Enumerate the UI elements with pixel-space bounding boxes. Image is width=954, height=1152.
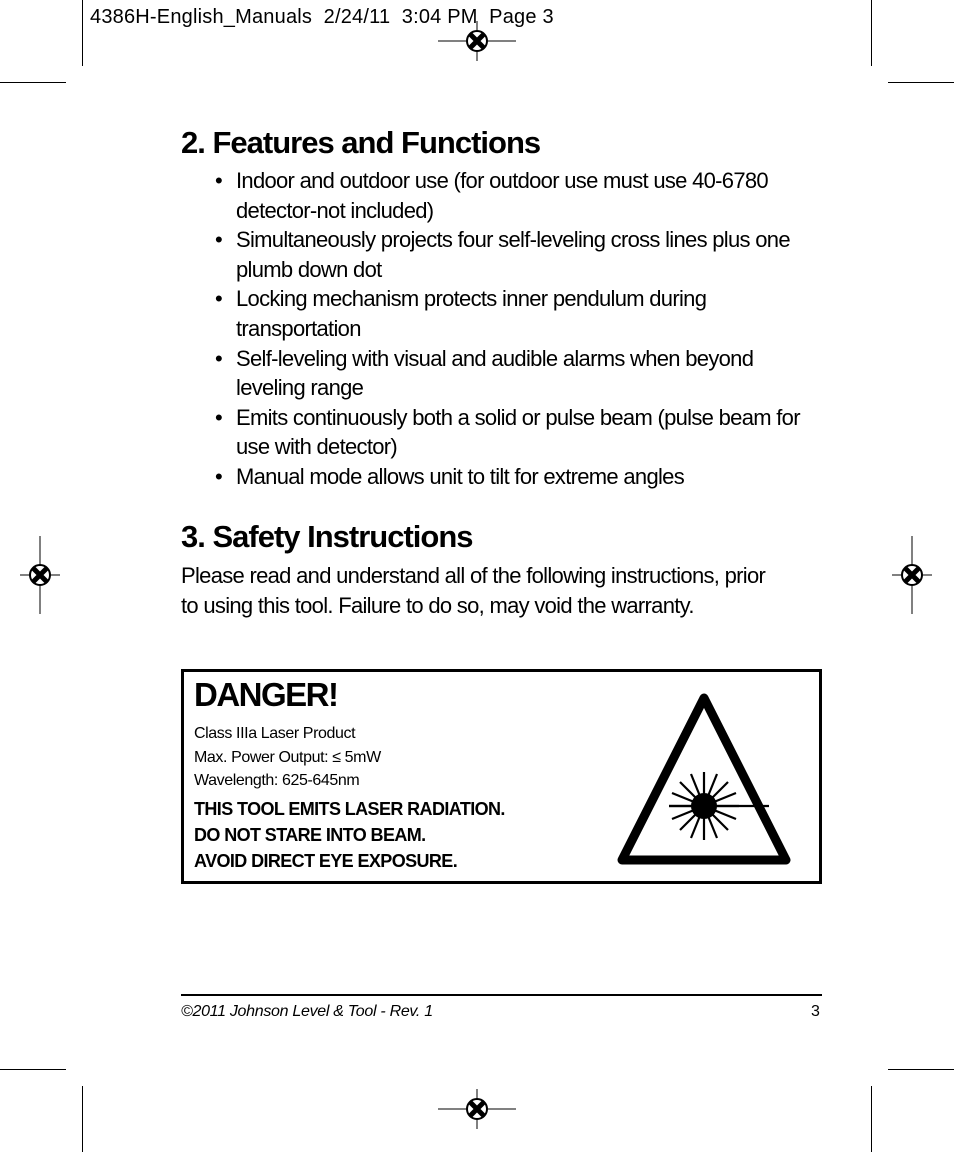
registration-mark-icon	[438, 1089, 516, 1129]
feature-item	[215, 432, 800, 462]
laser-warnings	[194, 796, 505, 874]
danger-title: DANGER!	[194, 676, 338, 713]
feature-text: leveling range	[236, 375, 364, 401]
bullet-icon	[215, 255, 236, 285]
crop-mark	[0, 1069, 66, 1070]
features-heading: 2. Features and Functions	[181, 125, 541, 160]
laser-specs	[194, 722, 381, 793]
feature-text: transportation	[236, 315, 361, 341]
feature-item	[215, 196, 800, 226]
registration-mark-icon	[892, 536, 932, 614]
bullet-icon: •	[215, 227, 223, 253]
spec-line: Max. Power Output: ≤ 5mW	[194, 748, 381, 766]
page-number: 3	[811, 1003, 820, 1020]
warning-line: DO NOT STARE INTO BEAM.	[194, 825, 426, 845]
registration-mark-icon	[20, 536, 60, 614]
safety-intro-line: to using this tool. Failure to do so, may void the warranty.	[181, 593, 694, 618]
footer-rule	[181, 994, 822, 996]
bullet-icon	[215, 373, 236, 403]
features-list	[215, 166, 800, 492]
crop-mark	[82, 0, 83, 66]
feature-text: Self-leveling with visual and audible alarms when beyond	[236, 345, 754, 371]
feature-text: Indoor and outdoor use (for outdoor use must use 40-6780	[236, 168, 768, 193]
feature-text: Locking mechanism protects inner pendulum during	[236, 286, 707, 312]
crop-mark	[888, 82, 954, 83]
crop-mark	[0, 82, 66, 83]
safety-intro-line: Please read and understand all of the following instructions, prior	[181, 563, 766, 588]
feature-item	[215, 344, 800, 374]
crop-mark	[871, 0, 872, 66]
safety-heading: 3. Safety Instructions	[181, 519, 473, 554]
feature-text: use with detector)	[236, 434, 398, 460]
spec-line: Wavelength: 625-645nm	[194, 772, 360, 789]
feature-item	[215, 284, 800, 314]
crop-mark	[871, 1086, 872, 1152]
feature-item	[215, 314, 800, 344]
copyright: ©2011 Johnson Level & Tool - Rev. 1	[181, 1003, 433, 1020]
feature-item	[215, 166, 800, 196]
feature-text: plumb down dot	[236, 256, 382, 282]
feature-item	[215, 225, 800, 255]
bullet-icon: •	[215, 168, 223, 193]
bullet-icon	[215, 196, 236, 226]
feature-text: Manual mode allows unit to tilt for extreme angles	[236, 463, 685, 489]
feature-item	[215, 462, 800, 492]
print-slug: 4386H-English_Manuals 2/24/11 3:04 PM Page 3	[90, 6, 554, 28]
spec-line: Class IIIa Laser Product	[194, 725, 356, 742]
bullet-icon: •	[215, 286, 223, 312]
laser-warning-icon	[614, 690, 794, 872]
feature-text: detector-not included)	[236, 197, 434, 223]
warning-line: THIS TOOL EMITS LASER RADIATION.	[194, 799, 505, 819]
danger-box	[181, 669, 822, 884]
crop-mark	[888, 1069, 954, 1070]
bullet-icon: •	[215, 345, 223, 371]
bullet-icon: •	[215, 404, 223, 430]
feature-item	[215, 403, 800, 433]
safety-intro	[181, 561, 765, 621]
crop-mark	[82, 1086, 83, 1152]
bullet-icon	[215, 432, 236, 462]
feature-text: Simultaneously projects four self-leveling cross lines plus one	[236, 227, 790, 253]
feature-item	[215, 373, 800, 403]
feature-item	[215, 255, 800, 285]
bullet-icon	[215, 314, 236, 344]
feature-text: Emits continuously both a solid or pulse beam (pulse beam for	[236, 404, 800, 430]
warning-line: AVOID DIRECT EYE EXPOSURE.	[194, 851, 458, 871]
bullet-icon: •	[215, 463, 223, 489]
